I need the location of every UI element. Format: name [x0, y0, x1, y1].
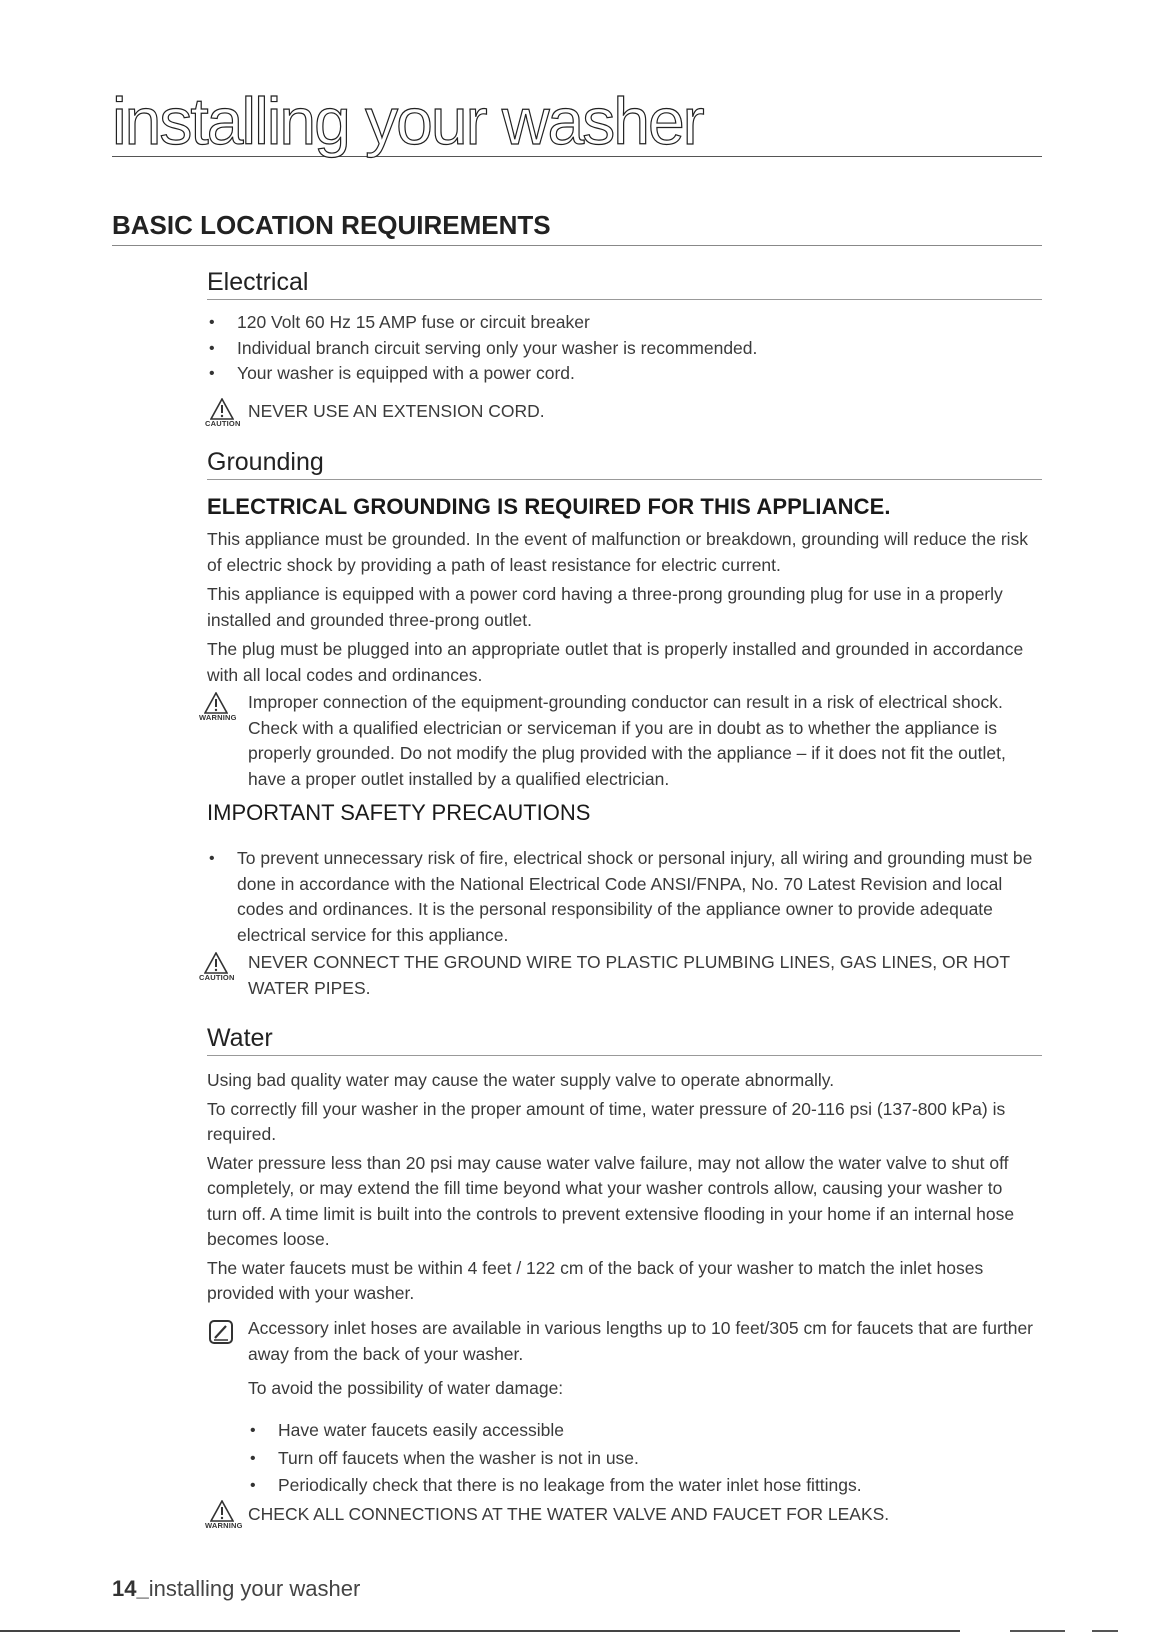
warning-text: Improper connection of the equipment-grounding conductor can result in a risk of electrical shock. Check with a qualified electrician or serviceman if you are in doubt as to whether the appliance is properly grounded. Do not modify the plug provided with the appliance – if it does not fit the outlet, have a proper outlet installed by a qualified electrician. — [248, 692, 1006, 789]
grounding-paragraphs — [207, 527, 1037, 688]
electrical-heading: Electrical — [207, 268, 1042, 300]
paragraph: This appliance must be grounded. In the event of malfunction or breakdown, grounding will reduce the risk of electric shock by providing a path of least resistance for electric current. — [207, 529, 1029, 575]
grounding-heading: Grounding — [207, 448, 1042, 480]
warning-triangle-icon — [210, 1500, 234, 1522]
warning-triangle-icon — [210, 398, 234, 420]
note-icon — [207, 1318, 235, 1346]
note-bullet-list — [248, 1418, 1038, 1499]
footer-divider — [1010, 1630, 1065, 1632]
list-item: • Turn off faucets when the washer is not in use. — [248, 1446, 1038, 1472]
paragraph: This appliance is equipped with a power cord having a three-prong grounding plug for use in a properly installed and grounded three-prong outlet. — [207, 584, 1003, 630]
warning-label: WARNING — [199, 713, 237, 722]
paragraph: The water faucets must be within 4 feet / 122 cm of the back of your washer to match the inlet hoses provided with your washer. — [207, 1257, 984, 1303]
safety-bullet-list — [207, 846, 1037, 948]
caution-icon — [199, 952, 233, 982]
caution-text: NEVER CONNECT THE GROUND WIRE TO PLASTIC PLUMBING LINES, GAS LINES, OR HOT WATER PIPES. — [248, 952, 1010, 998]
caution-label: CAUTION — [199, 973, 235, 982]
electrical-bullet-list — [207, 310, 1037, 387]
list-item: • 120 Volt 60 Hz 15 AMP fuse or circuit breaker — [207, 310, 1037, 336]
list-item: • Your washer is equipped with a power cord. — [207, 361, 1037, 387]
paragraph: Using bad quality water may cause the water supply valve to operate abnormally. — [207, 1070, 835, 1090]
chapter-title: installing your washer — [112, 88, 1042, 157]
note-intro: To avoid the possibility of water damage: — [248, 1378, 564, 1398]
page-number: 14_ — [112, 1576, 149, 1601]
footer-divider — [1092, 1630, 1118, 1632]
page-footer — [112, 1576, 360, 1602]
list-item: • Have water faucets easily accessible — [248, 1418, 1038, 1444]
note-text: Accessory inlet hoses are available in various lengths up to 10 feet/305 cm for faucets that are further away from the back of your washer. — [248, 1318, 1034, 1364]
section-title: BASIC LOCATION REQUIREMENTS — [112, 210, 1042, 246]
caution-icon — [205, 398, 239, 428]
list-item: • Periodically check that there is no leakage from the water inlet hose fittings. — [248, 1473, 1038, 1499]
caution-text: NEVER USE AN EXTENSION CORD. — [248, 401, 545, 421]
water-paragraphs — [207, 1068, 1037, 1307]
warning-triangle-icon — [204, 692, 228, 714]
warning-label: WARNING — [205, 1521, 243, 1530]
paragraph: Water pressure less than 20 psi may cause water valve failure, may not allow the water valve to shut off completely, or may extend the fill time beyond what your washer controls allow, causing your washer to turn off. A time limit is built into the controls to prevent extensive flooding in your home if an internal hose becomes loose. — [207, 1152, 1015, 1249]
list-item: • Individual branch circuit serving only your washer is recommended. — [207, 336, 1037, 362]
warning-icon — [199, 692, 237, 722]
warning-text: CHECK ALL CONNECTIONS AT THE WATER VALVE AND FAUCET FOR LEAKS. — [248, 1504, 890, 1524]
paragraph: The plug must be plugged into an appropriate outlet that is properly installed and grounded in accordance with all local codes and ordinances. — [207, 639, 1024, 685]
footer-chapter-name: installing your washer — [148, 1576, 361, 1601]
water-heading: Water — [207, 1024, 1042, 1056]
safety-heading: IMPORTANT SAFETY PRECAUTIONS — [207, 800, 591, 825]
caution-label: CAUTION — [205, 419, 241, 428]
paragraph: To correctly fill your washer in the proper amount of time, water pressure of 20-116 psi (137-800 kPa) is required. — [207, 1098, 1006, 1144]
footer-rule — [0, 1630, 960, 1632]
warning-triangle-icon — [204, 952, 228, 974]
grounding-subheading: ELECTRICAL GROUNDING IS REQUIRED FOR THIS APPLIANCE. — [207, 494, 891, 519]
warning-icon — [205, 1500, 243, 1530]
list-item: • To prevent unnecessary risk of fire, electrical shock or personal injury, all wiring and grounding must be done in accordance with the National Electrical Code ANSI/FNPA, No. 70 Latest Revision and local codes and ordinances. It is the personal responsibility of the appliance owner to provide adequate electrical service for this appliance. — [207, 846, 1037, 948]
